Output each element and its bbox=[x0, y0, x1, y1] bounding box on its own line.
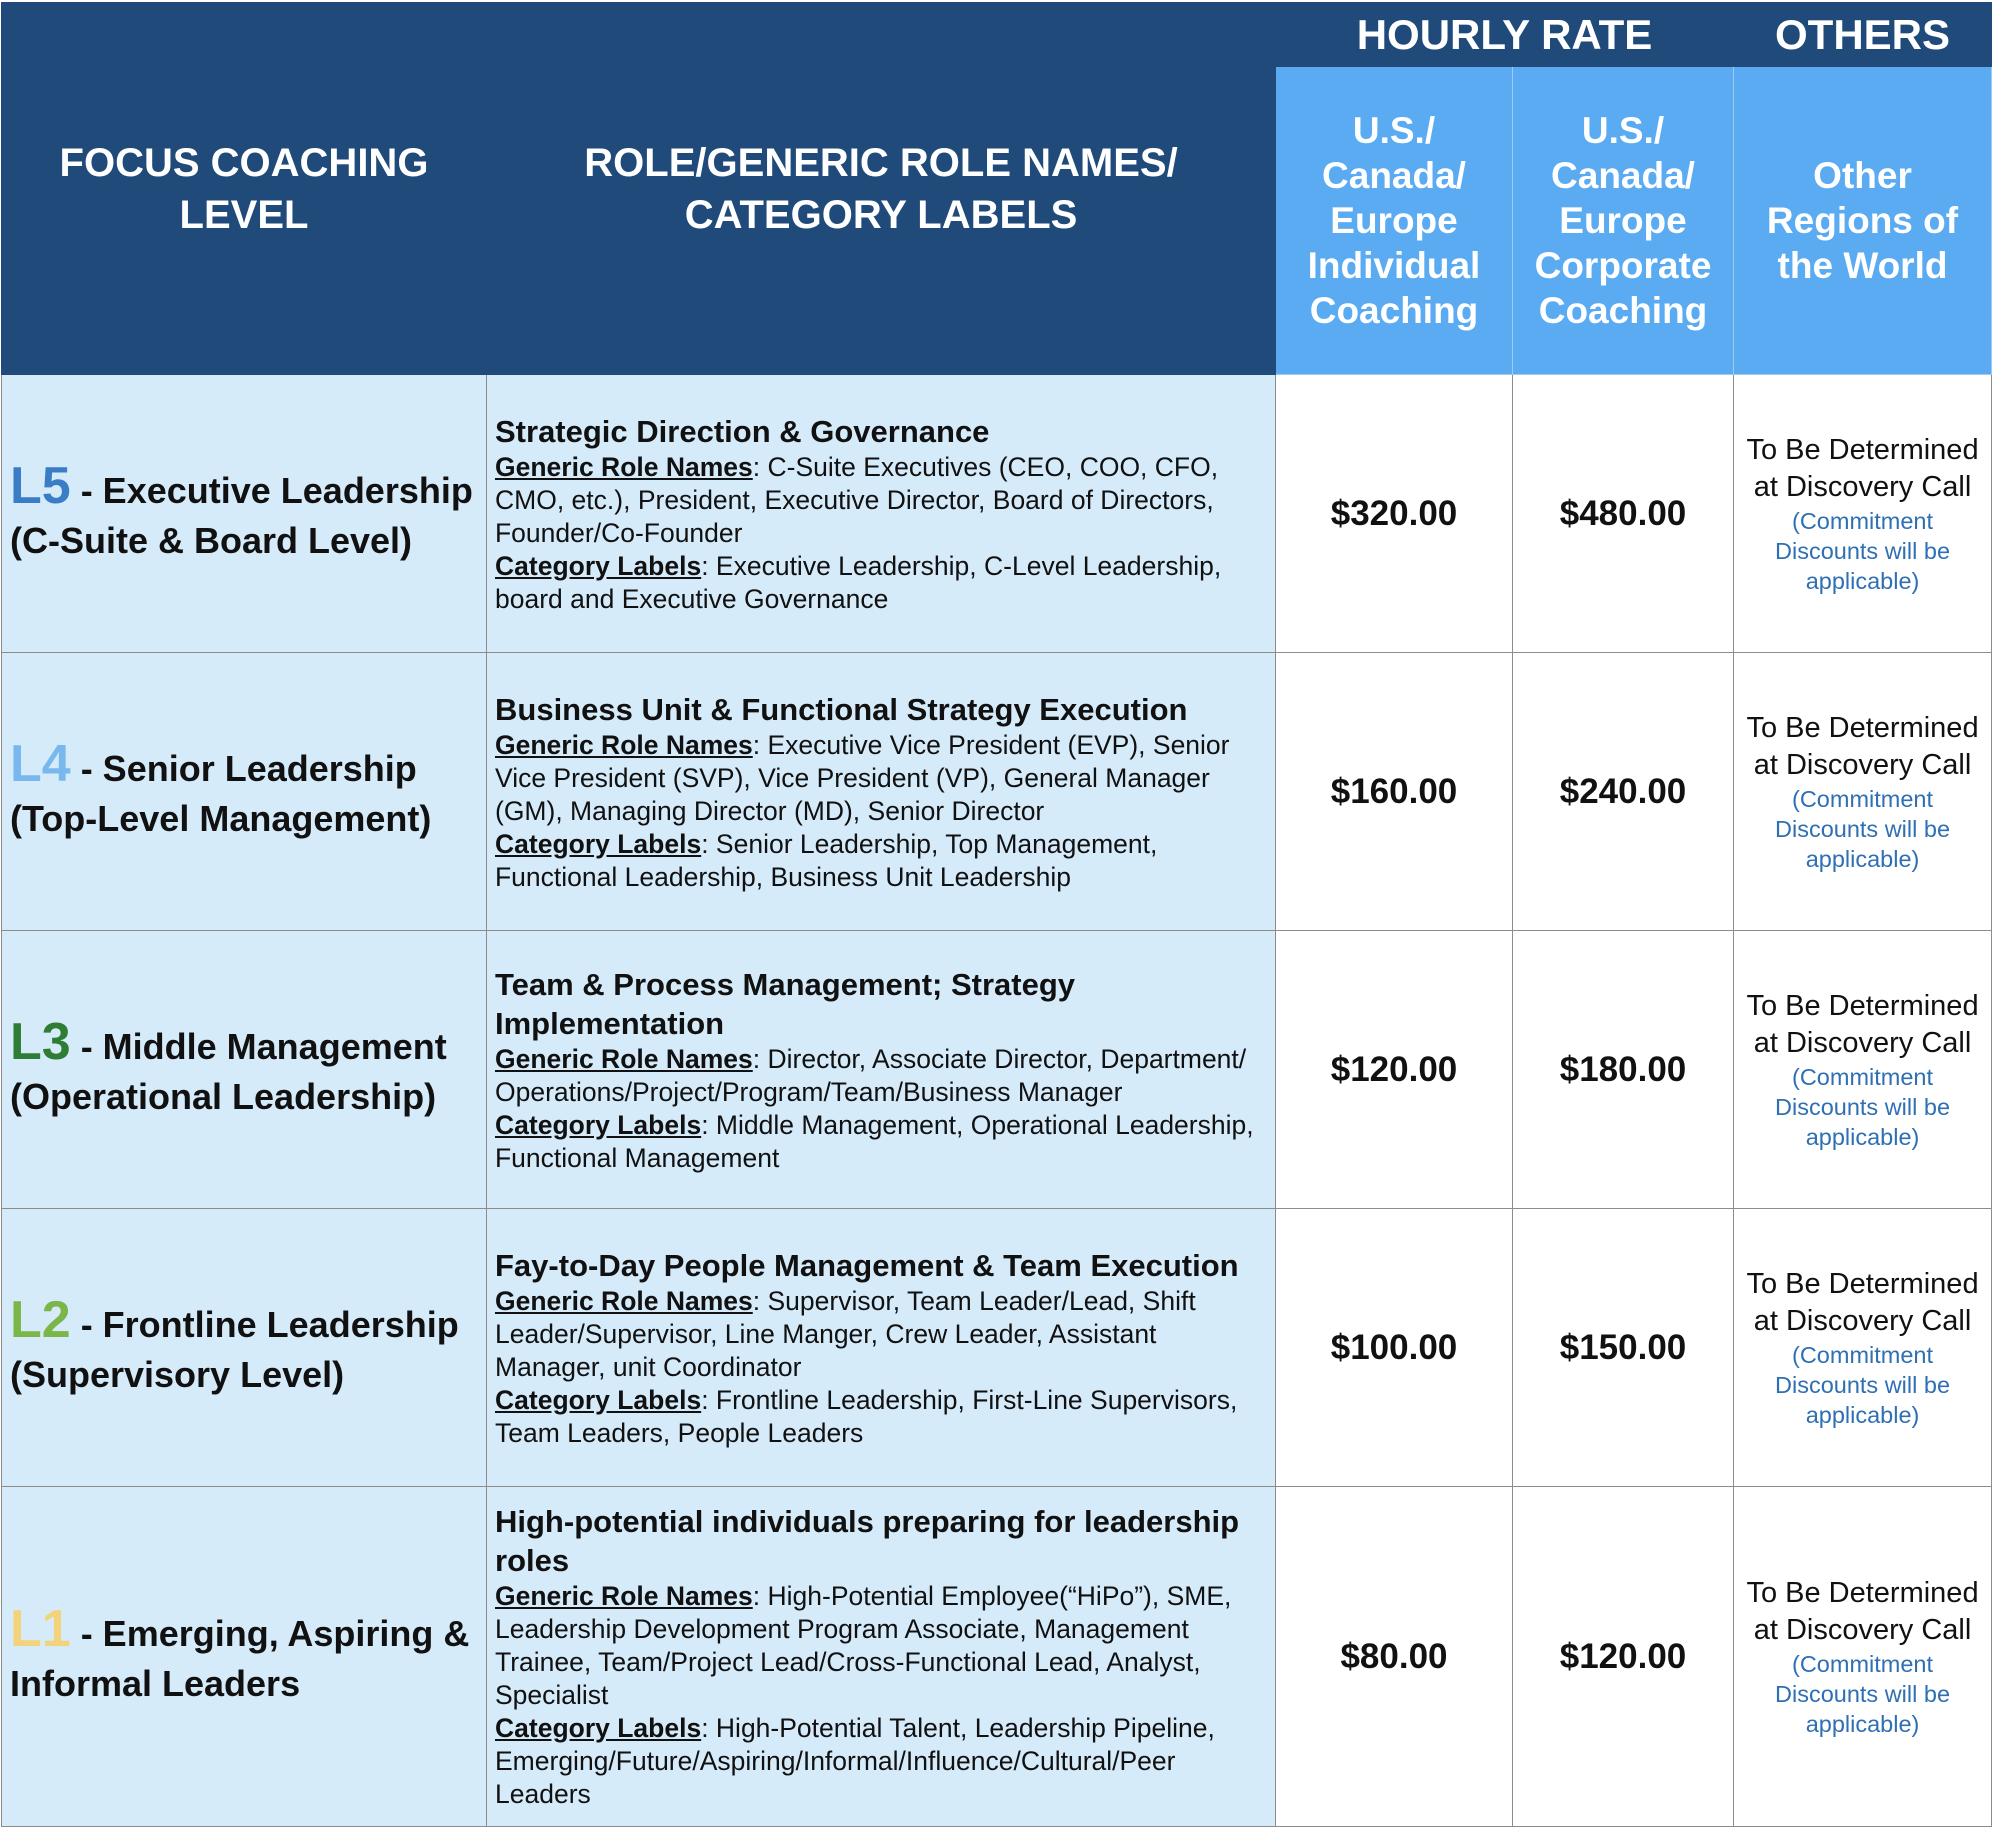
individual-rate: $320.00 bbox=[1276, 375, 1513, 653]
generic-role-names-text: : High-Potential Employee(“HiPo”), SME, Leadership Development Program Associate, Management Trainee, Team/Project Lead/Cross-Functional Lead, Analyst, Specialist bbox=[495, 1581, 1232, 1710]
generic-role-names-label: Generic Role Names bbox=[495, 1285, 753, 1316]
category-labels-label: Category Labels bbox=[495, 550, 702, 581]
level-name: - Executive Leadership (C-Suite & Board Level) bbox=[10, 470, 473, 561]
other-regions-cell bbox=[1734, 1487, 1992, 1827]
category-labels-label: Category Labels bbox=[495, 1384, 702, 1415]
generic-role-names-label: Generic Role Names bbox=[495, 1043, 753, 1074]
header-role-names-text: ROLE/GENERIC ROLE NAMES/ CATEGORY LABELS bbox=[584, 140, 1178, 237]
table-row bbox=[2, 375, 1992, 653]
individual-rate: $80.00 bbox=[1276, 1487, 1513, 1827]
role-title: Team & Process Management; Strategy Implementation bbox=[495, 966, 1076, 1041]
corporate-rate: $120.00 bbox=[1513, 1487, 1734, 1827]
table-row bbox=[2, 1487, 1992, 1827]
category-labels-label: Category Labels bbox=[495, 1109, 702, 1140]
level-code: L1 bbox=[10, 1600, 71, 1658]
role-cell bbox=[487, 653, 1276, 931]
level-code: L4 bbox=[10, 735, 71, 793]
level-cell bbox=[2, 375, 487, 653]
category-labels-label: Category Labels bbox=[495, 828, 702, 859]
level-cell bbox=[2, 931, 487, 1209]
level-cell bbox=[2, 653, 487, 931]
tbd-text: To Be Determined at Discovery Call bbox=[1746, 1267, 1979, 1337]
corporate-rate: $240.00 bbox=[1513, 653, 1734, 931]
header-other-regions bbox=[1734, 67, 1992, 375]
individual-rate: $120.00 bbox=[1276, 931, 1513, 1209]
level-code: L2 bbox=[10, 1291, 71, 1349]
category-labels-text: : Frontline Leadership, First-Line Supervisors, Team Leaders, People Leaders bbox=[495, 1384, 1238, 1448]
header-individual-text: U.S./ Canada/ Europe Individual Coaching bbox=[1307, 110, 1481, 331]
individual-rate: $160.00 bbox=[1276, 653, 1513, 931]
generic-role-names-text: : Director, Associate Director, Department/ Operations/Project/Program/Team/Business Manager bbox=[495, 1043, 1247, 1107]
discount-note: (Commitment Discounts will be applicable) bbox=[1775, 507, 1951, 594]
table-row bbox=[2, 653, 1992, 931]
header-focus-level-text: FOCUS COACHING LEVEL bbox=[59, 140, 429, 237]
level-name: - Frontline Leadership (Supervisory Level) bbox=[10, 1304, 459, 1395]
level-cell bbox=[2, 1209, 487, 1487]
category-labels-text: : Middle Management, Operational Leadership, Functional Management bbox=[495, 1109, 1254, 1173]
level-name: - Senior Leadership (Top-Level Management) bbox=[10, 748, 432, 839]
role-title: Strategic Direction & Governance bbox=[495, 413, 990, 449]
category-labels-label: Category Labels bbox=[495, 1713, 702, 1743]
category-labels bbox=[495, 1384, 1267, 1450]
role-cell bbox=[487, 375, 1276, 653]
coaching-pricing-table bbox=[1, 2, 1992, 1827]
other-regions-cell bbox=[1734, 375, 1992, 653]
discount-note: (Commitment Discounts will be applicable) bbox=[1775, 785, 1951, 872]
table-row bbox=[2, 1209, 1992, 1487]
category-labels bbox=[495, 1109, 1267, 1175]
tbd-text: To Be Determined at Discovery Call bbox=[1746, 711, 1979, 781]
other-regions-cell bbox=[1734, 931, 1992, 1209]
header-individual-coaching bbox=[1276, 67, 1513, 375]
header-others: OTHERS bbox=[1734, 3, 1992, 67]
header-corporate-coaching bbox=[1513, 67, 1734, 375]
generic-role-names-label: Generic Role Names bbox=[495, 729, 753, 760]
corporate-rate: $150.00 bbox=[1513, 1209, 1734, 1487]
generic-role-names-text: : Executive Vice President (EVP), Senior Vice President (SVP), Vice President (VP), General Manager (GM), Managing Director (MD), Senior Director bbox=[495, 729, 1230, 826]
header-focus-level bbox=[2, 3, 487, 375]
corporate-rate: $180.00 bbox=[1513, 931, 1734, 1209]
generic-role-names-label: Generic Role Names bbox=[495, 451, 753, 482]
other-regions-cell bbox=[1734, 653, 1992, 931]
header-other-regions-text: Other Regions of the World bbox=[1766, 155, 1959, 286]
category-labels bbox=[495, 1712, 1267, 1811]
role-title: High-potential individuals preparing for leadership roles bbox=[495, 1504, 1240, 1578]
level-name: - Middle Management (Operational Leadership) bbox=[10, 1026, 447, 1117]
generic-role-names bbox=[495, 729, 1267, 828]
header-role-names bbox=[487, 3, 1276, 375]
level-code: L3 bbox=[10, 1013, 71, 1071]
level-cell bbox=[2, 1487, 487, 1827]
category-labels-text: : Senior Leadership, Top Management, Functional Leadership, Business Unit Leadership bbox=[495, 828, 1158, 892]
generic-role-names bbox=[495, 1285, 1267, 1384]
individual-rate: $100.00 bbox=[1276, 1209, 1513, 1487]
category-labels-text: : Executive Leadership, C-Level Leadership, board and Executive Governance bbox=[495, 550, 1222, 614]
category-labels-text: : High-Potential Talent, Leadership Pipeline, Emerging/Future/Aspiring/Informal/Influence/Cultural/Peer Leaders bbox=[495, 1713, 1215, 1809]
table-row bbox=[2, 931, 1992, 1209]
role-cell bbox=[487, 1487, 1276, 1827]
tbd-text: To Be Determined at Discovery Call bbox=[1746, 1576, 1979, 1646]
tbd-text: To Be Determined at Discovery Call bbox=[1746, 989, 1979, 1059]
header-corporate-text: U.S./ Canada/ Europe Corporate Coaching bbox=[1534, 110, 1712, 331]
level-name: - Emerging, Aspiring & Informal Leaders bbox=[10, 1613, 470, 1704]
other-regions-cell bbox=[1734, 1209, 1992, 1487]
discount-note: (Commitment Discounts will be applicable) bbox=[1775, 1650, 1951, 1737]
generic-role-names bbox=[495, 1580, 1267, 1712]
category-labels bbox=[495, 828, 1267, 894]
role-title: Fay-to-Day People Management & Team Execution bbox=[495, 1247, 1239, 1283]
discount-note: (Commitment Discounts will be applicable) bbox=[1775, 1341, 1951, 1428]
role-title: Business Unit & Functional Strategy Execution bbox=[495, 691, 1188, 727]
header-row-top bbox=[2, 3, 1992, 67]
level-code: L5 bbox=[10, 457, 71, 515]
tbd-text: To Be Determined at Discovery Call bbox=[1746, 433, 1979, 503]
category-labels bbox=[495, 550, 1267, 616]
generic-role-names bbox=[495, 451, 1267, 550]
corporate-rate: $480.00 bbox=[1513, 375, 1734, 653]
header-hourly-rate: HOURLY RATE bbox=[1276, 3, 1734, 67]
generic-role-names-text: : C-Suite Executives (CEO, COO, CFO, CMO, etc.), President, Executive Director, Board of Directors, Founder/Co-Founder bbox=[495, 451, 1219, 548]
role-cell bbox=[487, 931, 1276, 1209]
generic-role-names-label: Generic Role Names bbox=[495, 1581, 753, 1611]
discount-note: (Commitment Discounts will be applicable) bbox=[1775, 1063, 1951, 1150]
generic-role-names bbox=[495, 1043, 1267, 1109]
role-cell bbox=[487, 1209, 1276, 1487]
generic-role-names-text: : Supervisor, Team Leader/Lead, Shift Leader/Supervisor, Line Manger, Crew Leader, Assistant Manager, unit Coordinator bbox=[495, 1285, 1196, 1382]
